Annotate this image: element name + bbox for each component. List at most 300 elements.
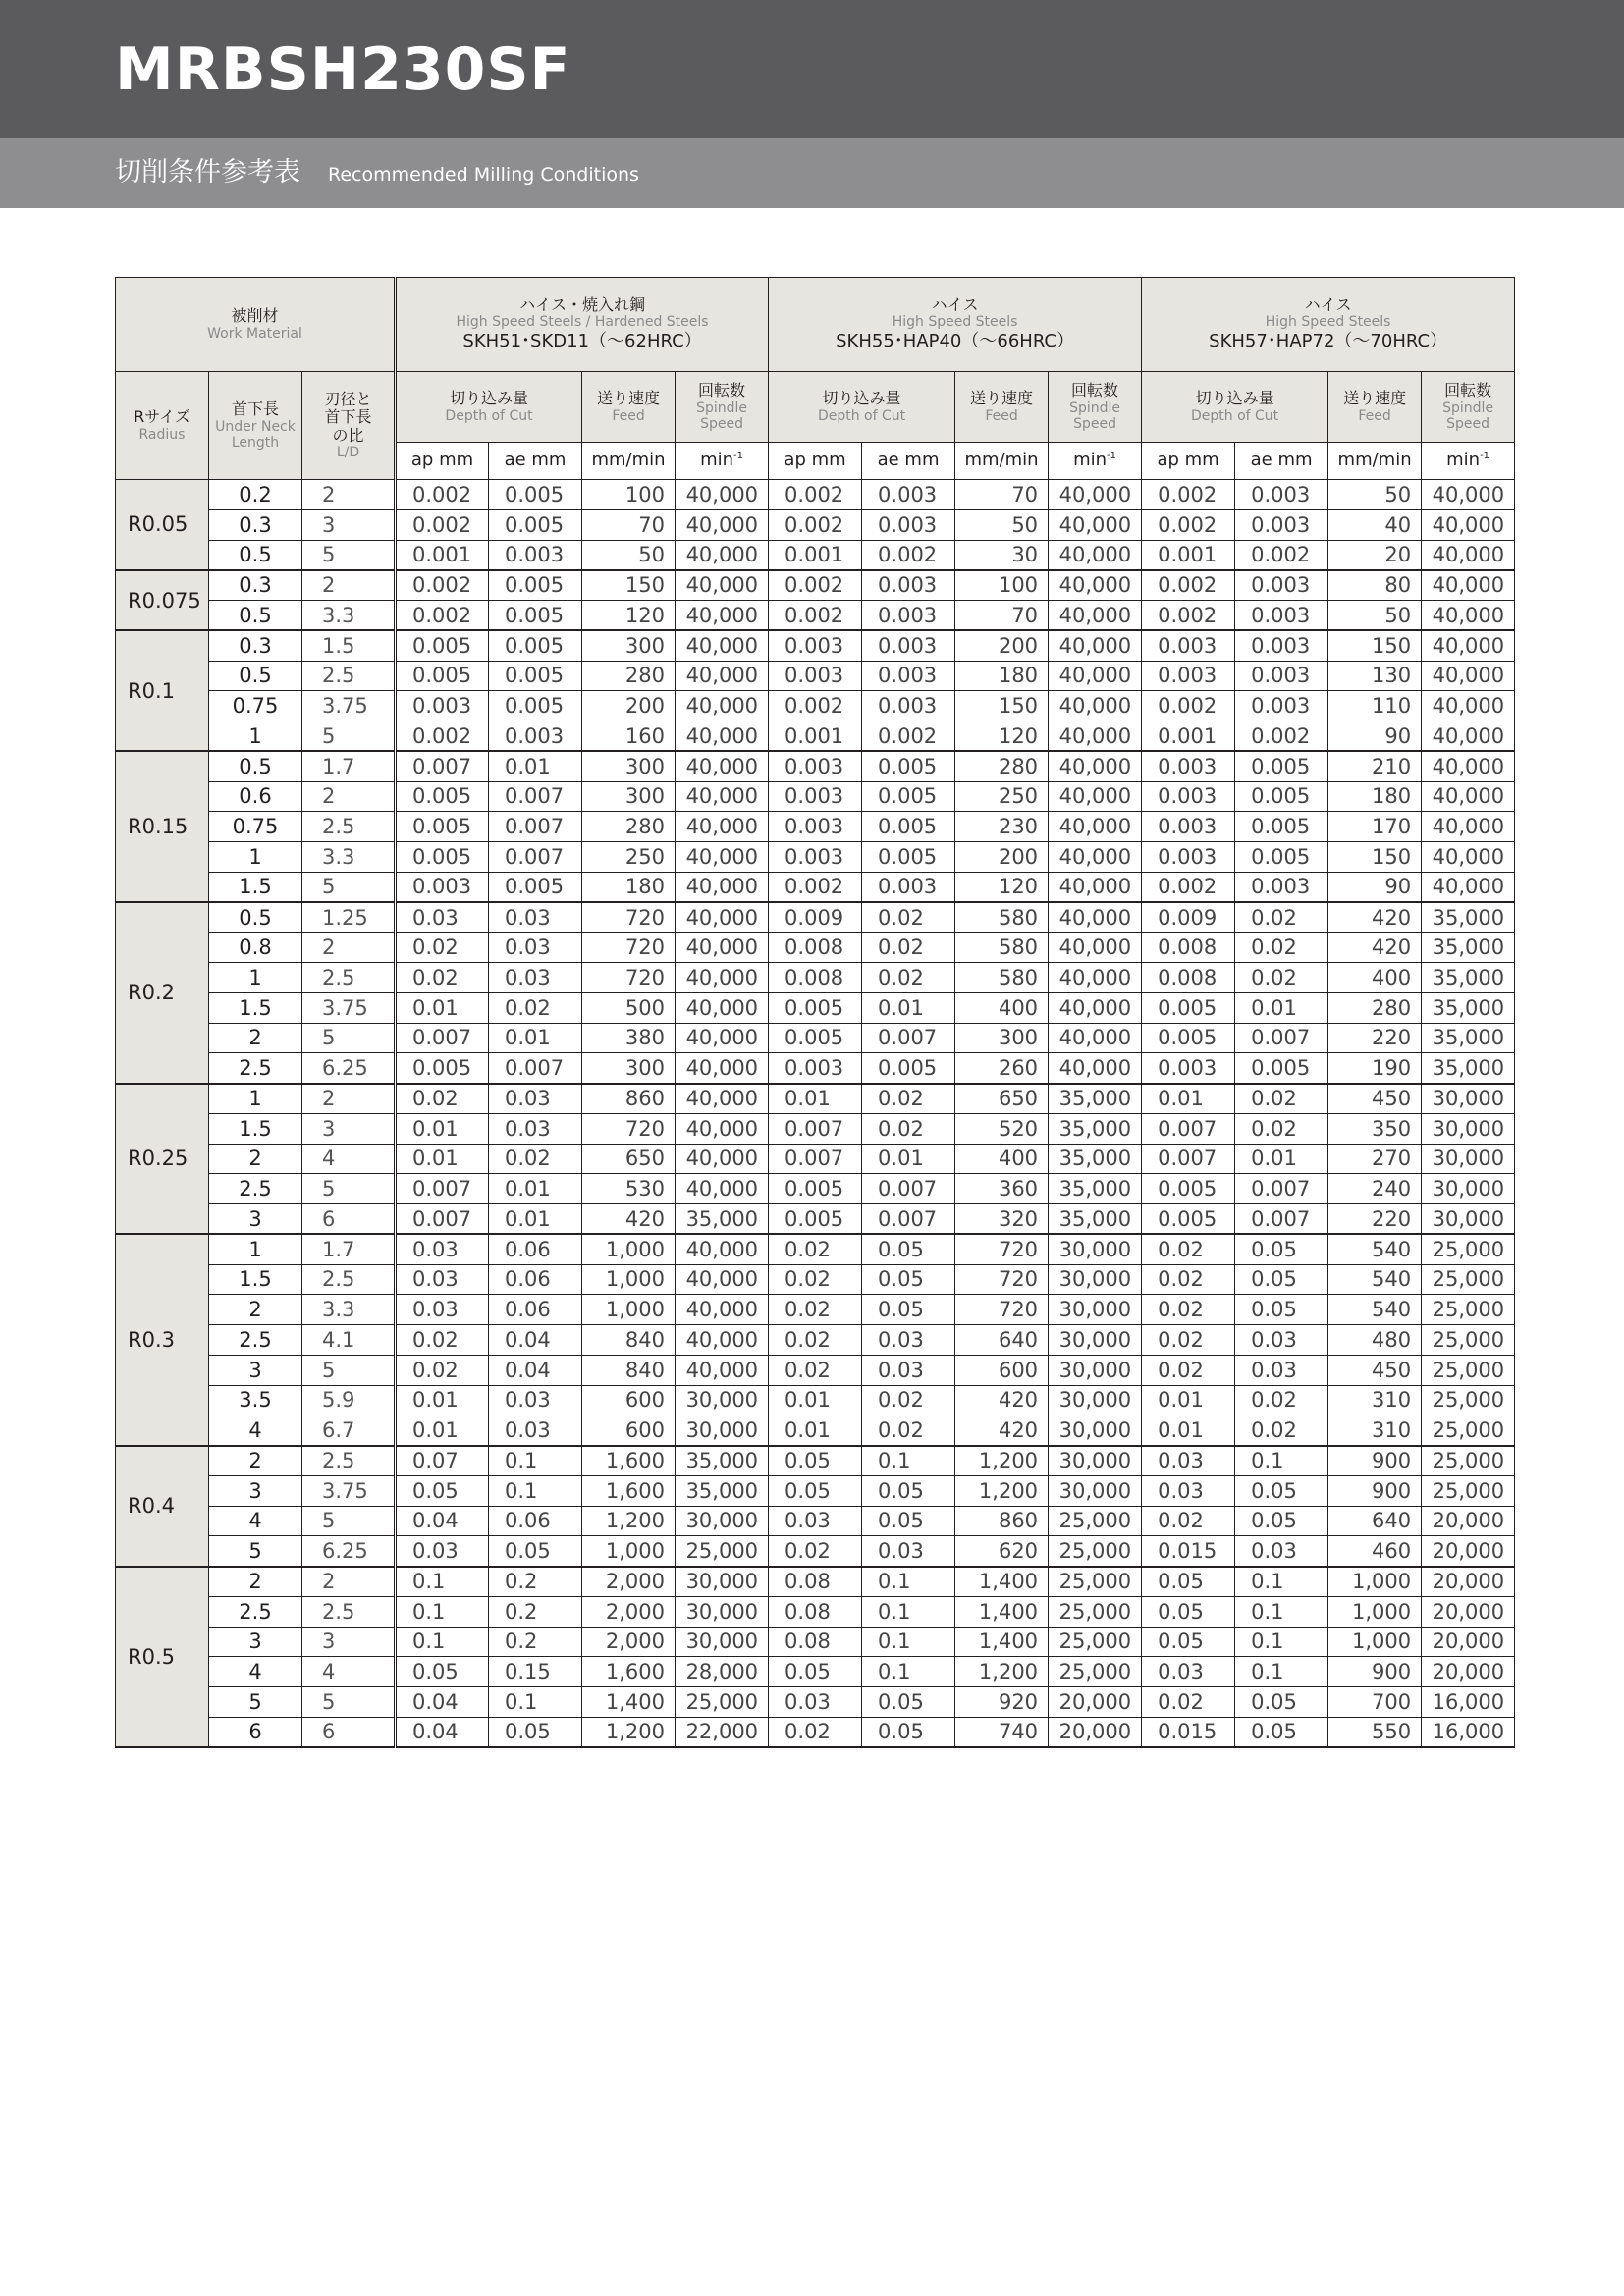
spindle-header-en: Spindle <box>1442 400 1494 416</box>
ap-value: 0.003 <box>769 630 862 661</box>
under-neck-length: 4 <box>209 1506 302 1536</box>
feed-value: 720 <box>582 963 676 993</box>
under-neck-length: 0.75 <box>209 691 302 721</box>
feed-value: 350 <box>1328 1113 1422 1144</box>
spindle-value: 25,000 <box>1422 1264 1515 1295</box>
ld-ratio: 6.25 <box>302 1536 396 1567</box>
under-neck-length: 4 <box>209 1657 302 1687</box>
spindle-value: 25,000 <box>1422 1475 1515 1506</box>
ap-value: 0.01 <box>396 992 489 1023</box>
spindle-unit-base: min <box>1446 450 1481 471</box>
feed-value: 300 <box>582 630 676 661</box>
spindle-value: 20,000 <box>1422 1657 1515 1687</box>
ae-value: 0.05 <box>862 1717 955 1747</box>
ap-value: 0.003 <box>396 691 489 721</box>
ae-value: 0.05 <box>1235 1475 1328 1506</box>
ae-value: 0.1 <box>862 1627 955 1657</box>
ae-value: 0.003 <box>1235 691 1328 721</box>
ae-value: 0.1 <box>862 1567 955 1597</box>
under-neck-length: 0.3 <box>209 570 302 601</box>
ae-value: 0.003 <box>1235 872 1328 902</box>
feed-header <box>955 372 1049 443</box>
ae-value: 0.005 <box>1235 781 1328 812</box>
under-neck-length: 3 <box>209 1475 302 1506</box>
under-neck-length: 2 <box>209 1023 302 1053</box>
ap-value: 0.003 <box>1142 812 1235 842</box>
ap-value: 0.002 <box>1142 509 1235 540</box>
table-row <box>116 992 1515 1023</box>
ae-value: 0.03 <box>862 1536 955 1567</box>
ld-ratio: 3.3 <box>302 842 396 873</box>
feed-value: 70 <box>955 480 1049 510</box>
ld-ratio: 2 <box>302 1084 396 1114</box>
spindle-value: 25,000 <box>1049 1627 1142 1657</box>
feed-value: 2,000 <box>582 1627 676 1657</box>
ld-ratio: 3.3 <box>302 601 396 631</box>
spindle-value: 30,000 <box>1049 1355 1142 1385</box>
feed-value: 600 <box>955 1355 1049 1385</box>
ap-value: 0.007 <box>769 1144 862 1174</box>
spindle-value: 40,000 <box>676 540 769 570</box>
feed-value: 30 <box>955 540 1049 570</box>
feed-header-en: Feed <box>985 407 1018 424</box>
table-row <box>116 963 1515 993</box>
ae-value: 0.1 <box>1235 1446 1328 1476</box>
work-material-en: Work Material <box>207 325 302 342</box>
feed-value: 280 <box>582 812 676 842</box>
ae-value: 0.05 <box>1235 1506 1328 1536</box>
ld-ratio: 3 <box>302 1627 396 1657</box>
ap-value: 0.01 <box>1142 1385 1235 1415</box>
feed-value: 1,200 <box>582 1717 676 1747</box>
ap-value: 0.01 <box>396 1415 489 1446</box>
ap-value: 0.003 <box>769 812 862 842</box>
ae-value: 0.1 <box>1235 1657 1328 1687</box>
ap-value: 0.02 <box>769 1234 862 1264</box>
ap-value: 0.07 <box>396 1446 489 1476</box>
ae-value: 0.003 <box>862 661 955 691</box>
ae-value: 0.03 <box>489 1415 582 1446</box>
spindle-value: 40,000 <box>676 872 769 902</box>
spindle-value: 35,000 <box>1049 1113 1142 1144</box>
ae-value: 0.02 <box>862 1084 955 1114</box>
ap-value: 0.02 <box>769 1264 862 1295</box>
ld-ratio: 3.75 <box>302 1475 396 1506</box>
feed-value: 360 <box>955 1174 1049 1204</box>
spindle-value: 22,000 <box>676 1717 769 1747</box>
feed-value: 180 <box>1328 781 1422 812</box>
feed-value: 420 <box>955 1385 1049 1415</box>
spindle-value: 40,000 <box>1049 509 1142 540</box>
spindle-value: 30,000 <box>1422 1204 1515 1235</box>
ap-value: 0.005 <box>769 1174 862 1204</box>
under-neck-length: 2.5 <box>209 1325 302 1356</box>
ap-value: 0.007 <box>396 751 489 781</box>
table-row <box>116 540 1515 570</box>
ae-value: 0.003 <box>862 509 955 540</box>
feed-value: 220 <box>1328 1204 1422 1235</box>
spindle-value: 30,000 <box>1049 1446 1142 1476</box>
ae-value: 0.007 <box>1235 1204 1328 1235</box>
spindle-value: 40,000 <box>676 1053 769 1084</box>
ap-value: 0.01 <box>769 1385 862 1415</box>
spindle-value: 40,000 <box>676 691 769 721</box>
ap-value: 0.009 <box>1142 902 1235 933</box>
ae-value: 0.02 <box>862 963 955 993</box>
table-row <box>116 1657 1515 1687</box>
feed-value: 1,000 <box>582 1264 676 1295</box>
table-row <box>116 601 1515 631</box>
under-neck-length: 2 <box>209 1567 302 1597</box>
spindle-value: 40,000 <box>1049 630 1142 661</box>
spindle-value: 40,000 <box>1422 812 1515 842</box>
spindle-value: 35,000 <box>676 1475 769 1506</box>
title-bar <box>0 0 1624 138</box>
ap-value: 0.05 <box>396 1475 489 1506</box>
ap-value: 0.005 <box>1142 992 1235 1023</box>
feed-value: 120 <box>955 872 1049 902</box>
ae-value: 0.007 <box>862 1174 955 1204</box>
ap-value: 0.002 <box>396 570 489 601</box>
spindle-value: 40,000 <box>676 842 769 873</box>
ae-value: 0.005 <box>862 1053 955 1084</box>
ld-en: L/D <box>336 445 360 461</box>
material-grade: SKH51･SKD11（〜62HRC） <box>462 331 702 352</box>
ap-value: 0.003 <box>1142 630 1235 661</box>
table-row <box>116 570 1515 601</box>
ap-value: 0.05 <box>769 1446 862 1476</box>
spindle-value: 30,000 <box>1049 1475 1142 1506</box>
under-neck-length: 1 <box>209 1084 302 1114</box>
feed-value: 640 <box>1328 1506 1422 1536</box>
under-neck-length: 0.5 <box>209 661 302 691</box>
ap-value: 0.05 <box>769 1475 862 1506</box>
ae-value: 0.005 <box>1235 812 1328 842</box>
ap-value: 0.02 <box>1142 1295 1235 1325</box>
under-neck-length: 0.5 <box>209 902 302 933</box>
ap-value: 0.005 <box>396 781 489 812</box>
ae-value: 0.005 <box>862 751 955 781</box>
material-jp: ハイス <box>1304 294 1352 314</box>
ld-ratio: 5 <box>302 540 396 570</box>
ap-value: 0.03 <box>769 1687 862 1718</box>
ae-value: 0.02 <box>862 902 955 933</box>
spindle-value: 40,000 <box>1422 661 1515 691</box>
ae-value: 0.05 <box>862 1687 955 1718</box>
ae-value: 0.005 <box>1235 1053 1328 1084</box>
feed-value: 1,000 <box>1328 1596 1422 1627</box>
ae-unit: ae mm <box>862 443 955 480</box>
spindle-value: 30,000 <box>1049 1385 1142 1415</box>
ap-value: 0.04 <box>396 1687 489 1718</box>
feed-value: 900 <box>1328 1446 1422 1476</box>
feed-value: 270 <box>1328 1144 1422 1174</box>
spindle-value: 30,000 <box>676 1567 769 1597</box>
ae-value: 0.1 <box>489 1475 582 1506</box>
ld-ratio: 6.25 <box>302 1053 396 1084</box>
table-row <box>116 1627 1515 1657</box>
ld-ratio: 2.5 <box>302 963 396 993</box>
under-neck-length: 1 <box>209 963 302 993</box>
spindle-value: 30,000 <box>676 1627 769 1657</box>
under-neck-length: 2.5 <box>209 1596 302 1627</box>
ap-value: 0.002 <box>769 570 862 601</box>
depth-of-cut-header-jp: 切り込み量 <box>1195 389 1274 408</box>
ld-ratio: 5.9 <box>302 1385 396 1415</box>
spindle-value: 40,000 <box>1422 480 1515 510</box>
ae-value: 0.02 <box>489 992 582 1023</box>
spindle-header-jp: 回転数 <box>698 381 746 400</box>
spindle-value: 35,000 <box>1049 1144 1142 1174</box>
under-neck-length: 4 <box>209 1415 302 1446</box>
ap-value: 0.009 <box>769 902 862 933</box>
feed-value: 420 <box>582 1204 676 1235</box>
table-row <box>116 1536 1515 1567</box>
spindle-value: 40,000 <box>1049 1023 1142 1053</box>
feed-value: 170 <box>1328 812 1422 842</box>
ae-value: 0.03 <box>862 1325 955 1356</box>
ae-value: 0.007 <box>1235 1023 1328 1053</box>
ap-value: 0.03 <box>396 902 489 933</box>
ae-value: 0.02 <box>1235 963 1328 993</box>
ap-value: 0.03 <box>1142 1657 1235 1687</box>
feed-value: 300 <box>582 751 676 781</box>
ld-jp-2: 首下長 <box>324 407 372 427</box>
ap-value: 0.003 <box>769 842 862 873</box>
ae-value: 0.007 <box>489 812 582 842</box>
ap-value: 0.007 <box>396 1023 489 1053</box>
feed-value: 1,600 <box>582 1475 676 1506</box>
feed-value: 860 <box>955 1506 1049 1536</box>
ae-value: 0.005 <box>862 812 955 842</box>
ae-value: 0.007 <box>1235 1174 1328 1204</box>
feed-value: 120 <box>955 721 1049 752</box>
spindle-value: 40,000 <box>1422 570 1515 601</box>
ap-value: 0.007 <box>396 1174 489 1204</box>
feed-value: 2,000 <box>582 1567 676 1597</box>
ld-ratio: 2.5 <box>302 812 396 842</box>
ae-value: 0.007 <box>862 1023 955 1053</box>
depth-of-cut-header <box>396 372 582 443</box>
ap-value: 0.08 <box>769 1627 862 1657</box>
ap-value: 0.001 <box>769 721 862 752</box>
spindle-value: 30,000 <box>676 1385 769 1415</box>
ae-value: 0.003 <box>862 872 955 902</box>
ap-value: 0.01 <box>396 1144 489 1174</box>
spindle-unit-exponent: -1 <box>733 451 743 462</box>
ap-value: 0.002 <box>396 509 489 540</box>
feed-value: 450 <box>1328 1084 1422 1114</box>
spindle-value: 40,000 <box>676 1113 769 1144</box>
depth-of-cut-header-jp: 切り込み量 <box>822 389 901 408</box>
spindle-value: 40,000 <box>1422 842 1515 873</box>
spindle-value: 40,000 <box>1049 751 1142 781</box>
under-neck-length: 1 <box>209 721 302 752</box>
ae-value: 0.03 <box>489 963 582 993</box>
material-jp: ハイス <box>931 294 979 314</box>
ap-value: 0.003 <box>1142 1053 1235 1084</box>
ae-value: 0.03 <box>1235 1355 1328 1385</box>
ae-value: 0.03 <box>489 933 582 963</box>
feed-value: 210 <box>1328 751 1422 781</box>
ap-value: 0.03 <box>396 1536 489 1567</box>
ae-value: 0.02 <box>862 1385 955 1415</box>
feed-value: 1,200 <box>955 1657 1049 1687</box>
spindle-value: 40,000 <box>1049 661 1142 691</box>
feed-value: 120 <box>582 601 676 631</box>
ae-value: 0.02 <box>1235 1113 1328 1144</box>
feed-value: 540 <box>1328 1264 1422 1295</box>
ae-value: 0.007 <box>489 781 582 812</box>
table-row <box>116 1475 1515 1506</box>
under-neck-length: 1.5 <box>209 872 302 902</box>
ap-value: 0.04 <box>396 1506 489 1536</box>
ap-value: 0.005 <box>769 1023 862 1053</box>
ap-value: 0.003 <box>769 781 862 812</box>
ap-value: 0.02 <box>396 1325 489 1356</box>
spindle-value: 25,000 <box>1422 1355 1515 1385</box>
feed-value: 1,000 <box>582 1536 676 1567</box>
spindle-value: 28,000 <box>676 1657 769 1687</box>
feed-value: 900 <box>1328 1657 1422 1687</box>
ap-value: 0.003 <box>1142 842 1235 873</box>
ae-value: 0.002 <box>1235 540 1328 570</box>
ap-value: 0.01 <box>1142 1084 1235 1114</box>
ap-value: 0.02 <box>1142 1264 1235 1295</box>
ld-ratio: 5 <box>302 1174 396 1204</box>
ld-jp-1: 刃径と <box>324 389 372 408</box>
spindle-value: 30,000 <box>1422 1174 1515 1204</box>
feed-value: 620 <box>955 1536 1049 1567</box>
spindle-value: 30,000 <box>676 1415 769 1446</box>
spindle-value: 40,000 <box>676 1355 769 1385</box>
ld-ratio: 6 <box>302 1204 396 1235</box>
ae-value: 0.03 <box>489 1084 582 1114</box>
ap-value: 0.003 <box>1142 661 1235 691</box>
feed-value: 310 <box>1328 1385 1422 1415</box>
spindle-value: 40,000 <box>1049 480 1142 510</box>
spindle-value: 40,000 <box>1049 781 1142 812</box>
feed-value: 600 <box>582 1415 676 1446</box>
ae-value: 0.003 <box>489 540 582 570</box>
spindle-unit-base: min <box>700 450 734 471</box>
spindle-value: 40,000 <box>1049 872 1142 902</box>
ae-value: 0.005 <box>489 691 582 721</box>
ap-value: 0.002 <box>1142 691 1235 721</box>
ae-value: 0.05 <box>862 1295 955 1325</box>
spindle-value: 40,000 <box>676 1084 769 1114</box>
feed-value: 1,600 <box>582 1446 676 1476</box>
ld-ratio: 4 <box>302 1657 396 1687</box>
spindle-value: 40,000 <box>676 1144 769 1174</box>
ld-jp-3: の比 <box>332 425 364 445</box>
feed-value: 150 <box>955 691 1049 721</box>
table-row <box>116 1204 1515 1235</box>
feed-value: 700 <box>1328 1687 1422 1718</box>
spindle-value: 40,000 <box>1049 721 1142 752</box>
ld-ratio: 6.7 <box>302 1415 396 1446</box>
ap-value: 0.02 <box>396 963 489 993</box>
feed-value: 900 <box>1328 1475 1422 1506</box>
ae-value: 0.01 <box>1235 1144 1328 1174</box>
feed-header-jp: 送り速度 <box>597 389 661 408</box>
feed-value: 720 <box>582 902 676 933</box>
spindle-unit-exponent: -1 <box>1480 451 1490 462</box>
ap-value: 0.002 <box>1142 570 1235 601</box>
feed-value: 860 <box>582 1084 676 1114</box>
spindle-value: 40,000 <box>676 902 769 933</box>
feed-value: 500 <box>582 992 676 1023</box>
spindle-value: 25,000 <box>1422 1325 1515 1356</box>
feed-value: 650 <box>955 1084 1049 1114</box>
ap-value: 0.005 <box>769 1204 862 1235</box>
under-neck-length: 0.3 <box>209 509 302 540</box>
table-row <box>116 1446 1515 1476</box>
spindle-value: 40,000 <box>1049 842 1142 873</box>
ae-value: 0.003 <box>1235 570 1328 601</box>
ae-value: 0.02 <box>1235 1415 1328 1446</box>
ld-ratio: 5 <box>302 1687 396 1718</box>
table-row <box>116 933 1515 963</box>
ae-value: 0.007 <box>489 1053 582 1084</box>
spindle-value: 35,000 <box>1422 1023 1515 1053</box>
feed-value: 200 <box>582 691 676 721</box>
ae-value: 0.003 <box>1235 509 1328 540</box>
spindle-value: 20,000 <box>1422 1627 1515 1657</box>
feed-value: 180 <box>955 661 1049 691</box>
ap-value: 0.02 <box>769 1295 862 1325</box>
table-row <box>116 1506 1515 1536</box>
ae-value: 0.04 <box>489 1355 582 1385</box>
spindle-value: 40,000 <box>1049 812 1142 842</box>
ae-value: 0.005 <box>862 842 955 873</box>
radius-cell: R0.4 <box>116 1446 209 1567</box>
spindle-value: 35,000 <box>1049 1084 1142 1114</box>
ae-value: 0.02 <box>862 1415 955 1446</box>
spindle-unit <box>1422 443 1515 480</box>
table-body <box>116 480 1515 1748</box>
ap-value: 0.02 <box>769 1717 862 1747</box>
feed-value: 90 <box>1328 721 1422 752</box>
ae-value: 0.01 <box>862 1144 955 1174</box>
ap-value: 0.02 <box>769 1355 862 1385</box>
ae-value: 0.003 <box>862 691 955 721</box>
ae-value: 0.003 <box>489 721 582 752</box>
feed-value: 1,400 <box>955 1567 1049 1597</box>
spindle-value: 30,000 <box>676 1506 769 1536</box>
ld-ratio: 2 <box>302 933 396 963</box>
ae-value: 0.003 <box>862 630 955 661</box>
spindle-header-jp: 回転数 <box>1071 381 1119 400</box>
ap-value: 0.01 <box>769 1415 862 1446</box>
ap-value: 0.08 <box>769 1567 862 1597</box>
spindle-value: 40,000 <box>676 570 769 601</box>
neck-jp: 首下長 <box>231 400 279 419</box>
table-row <box>116 630 1515 661</box>
depth-of-cut-header-en: Depth of Cut <box>1190 407 1279 424</box>
milling-conditions-table <box>115 277 1515 1748</box>
ae-value: 0.003 <box>862 570 955 601</box>
table-row <box>116 1325 1515 1356</box>
feed-header-jp: 送り速度 <box>970 389 1034 408</box>
ap-value: 0.08 <box>769 1596 862 1627</box>
spindle-value: 35,000 <box>1422 1053 1515 1084</box>
radius-cell: R0.15 <box>116 751 209 902</box>
ae-value: 0.002 <box>862 540 955 570</box>
ap-value: 0.02 <box>1142 1325 1235 1356</box>
spindle-value: 40,000 <box>676 933 769 963</box>
ae-value: 0.005 <box>1235 842 1328 873</box>
